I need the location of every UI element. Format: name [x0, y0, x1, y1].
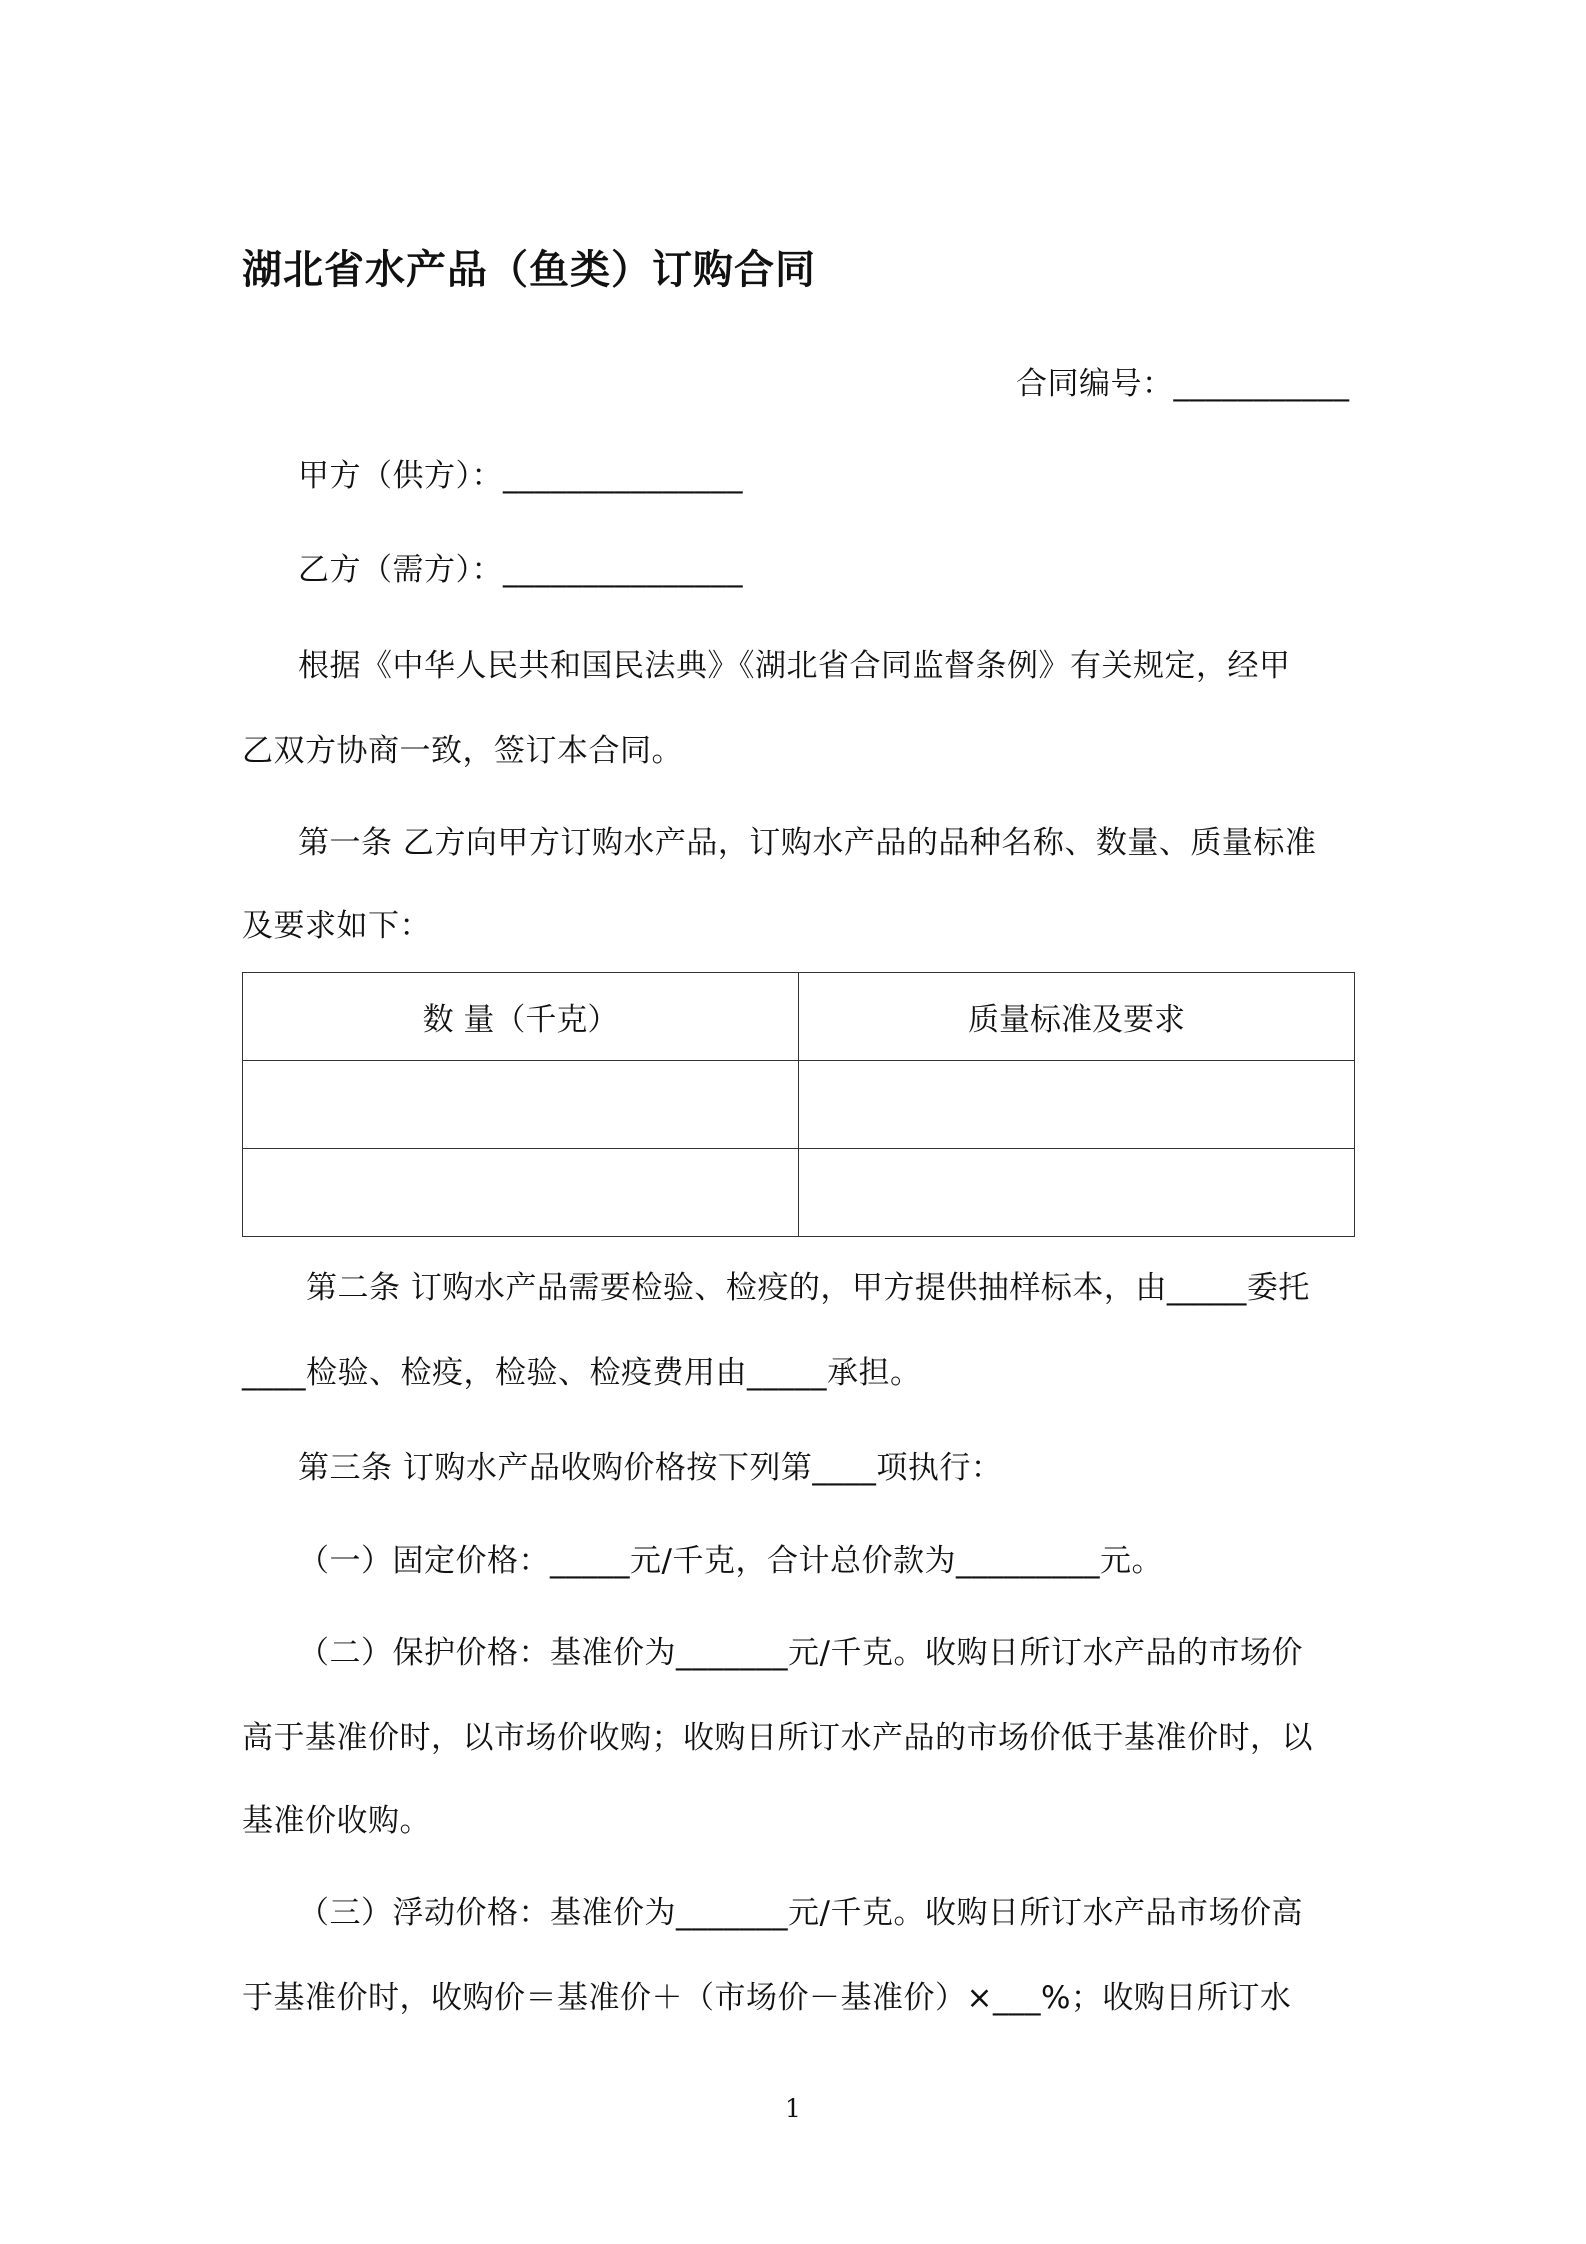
contract-number: 合同编号：___________: [1016, 366, 1350, 402]
price-protect-line: 基准价收购。: [242, 1803, 431, 1839]
intro-line: 根据《中华人民共和国民法典》《湖北省合同监督条例》有关规定，经甲: [298, 648, 1291, 684]
article-1-line: 及要求如下：: [242, 908, 431, 944]
table-row: [243, 1061, 1355, 1149]
order-spec-table: [242, 972, 1355, 1237]
price-float-line: （三）浮动价格：基准价为_______元/千克。收购日所订水产品市场价高: [298, 1895, 1303, 1931]
article-1-line: 第一条 乙方向甲方订购水产品，订购水产品的品种名称、数量、质量标准: [298, 825, 1317, 861]
article-3-line: 第三条 订购水产品收购价格按下列第____项执行：: [298, 1450, 1003, 1486]
table-cell: [799, 1149, 1355, 1237]
party-a-line: 甲方（供方）：_______________: [298, 458, 743, 494]
page-number: 1: [785, 2094, 801, 2123]
document-title: 湖北省水产品（鱼类）订购合同: [242, 247, 816, 293]
table-cell: [799, 1061, 1355, 1149]
price-float-line: 于基准价时，收购价＝基准价＋（市场价－基准价）×___%；收购日所订水: [242, 1980, 1292, 2016]
price-protect-line: （二）保护价格：基准价为_______元/千克。收购日所订水产品的市场价: [298, 1635, 1303, 1671]
header-quantity: 数 量（千克）: [243, 973, 799, 1061]
table-cell: [243, 1149, 799, 1237]
article-2-line: ____检验、检疫，检验、检疫费用由_____承担。: [242, 1355, 922, 1391]
party-b-line: 乙方（需方）：_______________: [298, 552, 743, 588]
price-protect-line: 高于基准价时，以市场价收购；收购日所订水产品的市场价低于基准价时，以: [242, 1720, 1313, 1756]
table-header-row: [243, 973, 1355, 1061]
header-quality: 质量标准及要求: [799, 973, 1355, 1061]
table-row: [243, 1149, 1355, 1237]
table-cell: [243, 1061, 799, 1149]
price-fixed-line: （一）固定价格：_____元/千克，合计总价款为_________元。: [298, 1543, 1163, 1579]
article-2-line: 第二条 订购水产品需要检验、检疫的，甲方提供抽样标本，由_____委托: [306, 1270, 1310, 1306]
intro-line: 乙双方协商一致，签订本合同。: [242, 733, 683, 769]
